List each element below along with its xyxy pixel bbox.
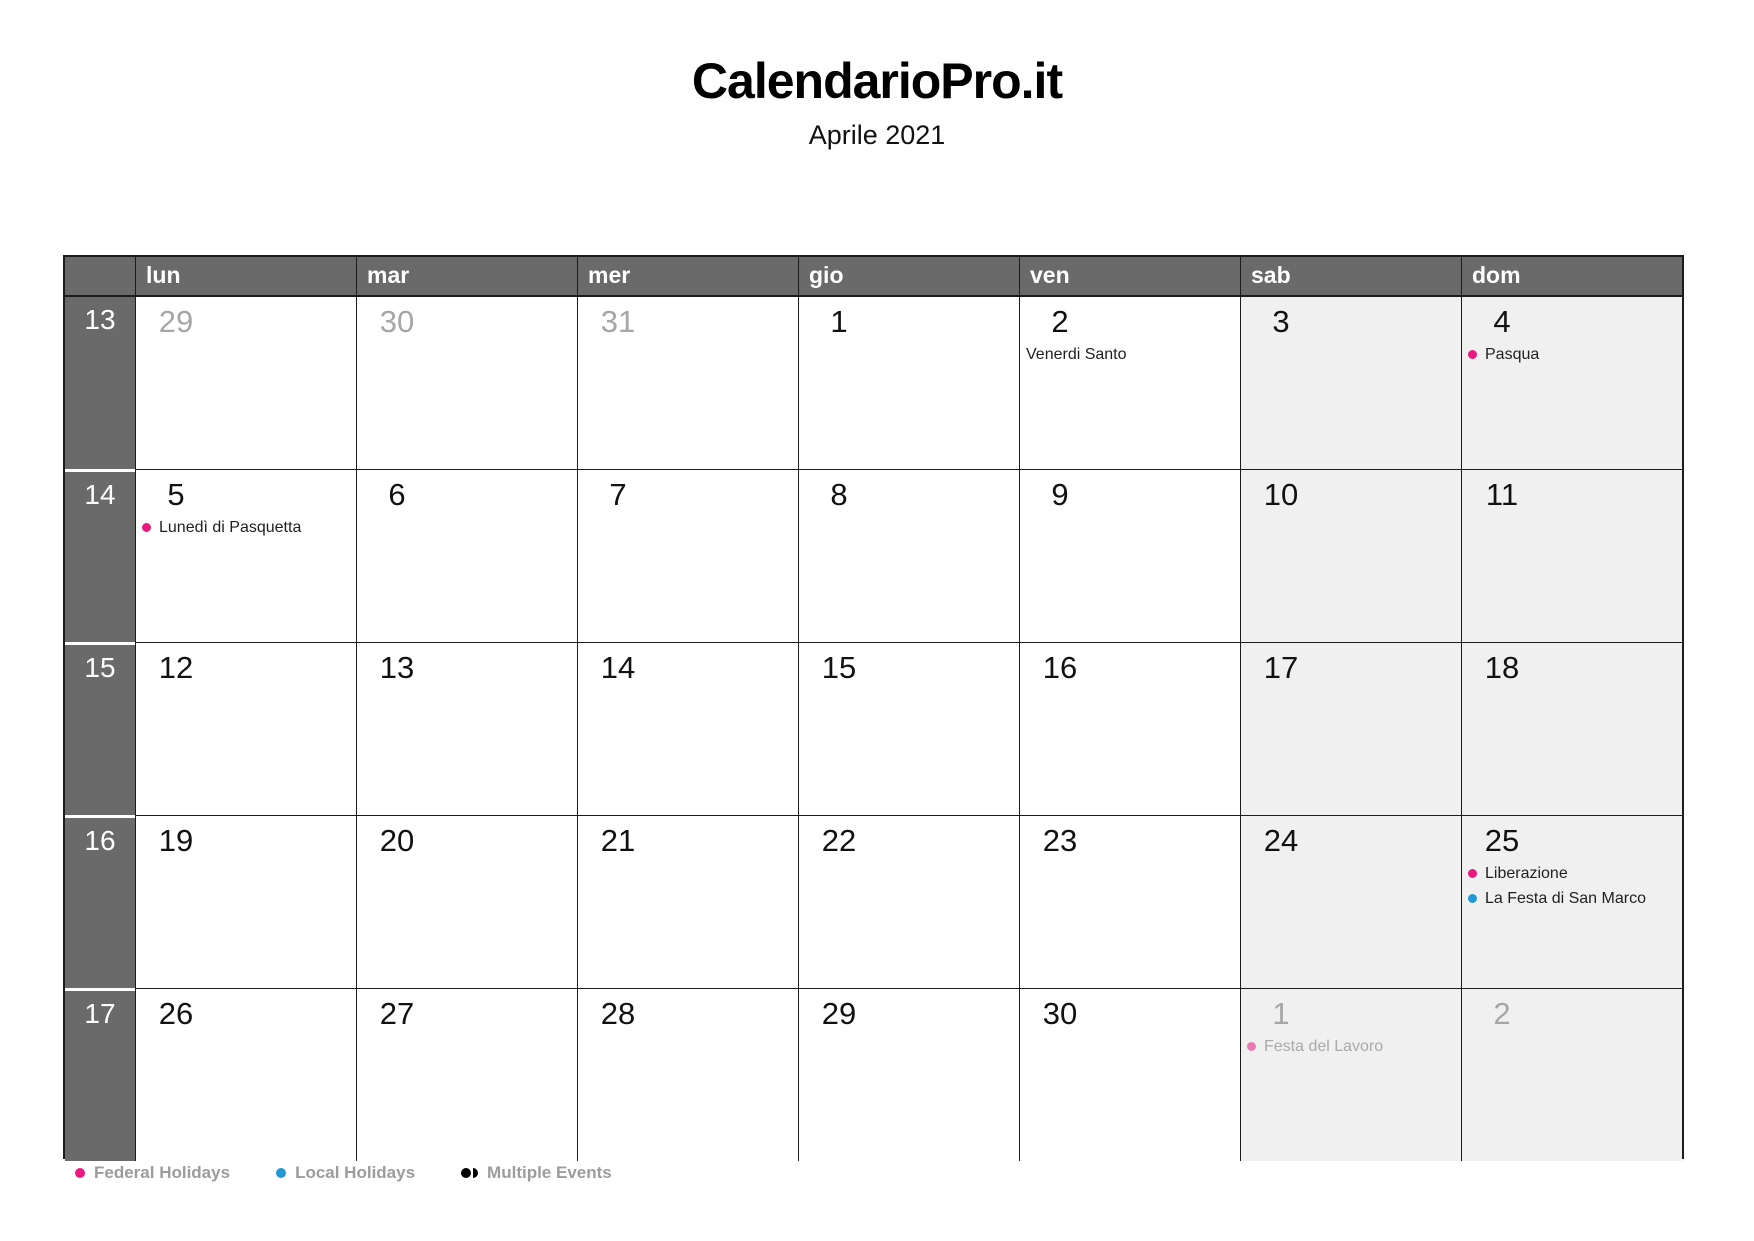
day-cell-13 (356, 642, 577, 815)
day-cell-15 (798, 642, 1019, 815)
day-number: 28 (600, 996, 636, 1031)
day-number: 27 (379, 996, 415, 1031)
day-number: 18 (1484, 650, 1520, 685)
day-cell-29 (135, 296, 356, 469)
day-header-gio: gio (798, 257, 1019, 296)
day-cell-19 (135, 815, 356, 988)
week-number-cell: 14 (65, 469, 135, 642)
day-number: 11 (1485, 477, 1519, 512)
event-row (1020, 342, 1240, 367)
day-number: 10 (1263, 477, 1299, 512)
legend-label: Multiple Events (487, 1163, 612, 1182)
legend-item-local (276, 1163, 415, 1183)
page-header (0, 52, 1754, 151)
federal-holiday-dot-icon (1468, 350, 1477, 359)
day-number: 23 (1042, 823, 1078, 858)
day-number: 31 (600, 304, 636, 339)
day-header-mer: mer (577, 257, 798, 296)
day-number: 30 (379, 304, 415, 339)
day-cell-24 (1240, 815, 1461, 988)
event-label: Liberazione (1485, 864, 1568, 882)
week-number-cell: 16 (65, 815, 135, 988)
local-holiday-dot-icon (276, 1168, 286, 1178)
day-number: 30 (1042, 996, 1078, 1031)
day-cell-1 (1240, 988, 1461, 1161)
day-number: 12 (158, 650, 194, 685)
event-label: Venerdi Santo (1026, 345, 1127, 363)
day-number: 1 (1272, 996, 1290, 1031)
day-events (1241, 1034, 1461, 1059)
day-header-dom: dom (1461, 257, 1682, 296)
day-cell-21 (577, 815, 798, 988)
day-number: 29 (158, 304, 194, 339)
event-label: La Festa di San Marco (1485, 889, 1646, 907)
day-number: 13 (379, 650, 415, 685)
day-number: 16 (1042, 650, 1078, 685)
day-cell-23 (1019, 815, 1240, 988)
day-number: 9 (1051, 477, 1069, 512)
event-row (1462, 886, 1682, 911)
day-events (1462, 342, 1682, 367)
day-cell-4 (1461, 296, 1682, 469)
multiple-events-icon (461, 1168, 478, 1178)
day-number: 24 (1263, 823, 1299, 858)
day-number: 29 (821, 996, 857, 1031)
day-cell-22 (798, 815, 1019, 988)
day-header-mar: mar (356, 257, 577, 296)
day-number: 2 (1493, 996, 1511, 1031)
legend-label: Local Holidays (295, 1163, 416, 1182)
federal-holiday-dot-icon (142, 523, 151, 532)
local-holiday-dot-icon (1468, 894, 1477, 903)
day-cell-2 (1461, 988, 1682, 1161)
federal-holiday-dot-icon (1468, 869, 1477, 878)
event-row (1462, 861, 1682, 886)
day-cell-14 (577, 642, 798, 815)
day-cell-20 (356, 815, 577, 988)
day-number: 14 (600, 650, 636, 685)
event-label: Pasqua (1485, 345, 1540, 363)
month-subtitle: Aprile 2021 (808, 120, 946, 150)
event-row (1241, 1034, 1461, 1059)
day-cell-27 (356, 988, 577, 1161)
day-header-ven: ven (1019, 257, 1240, 296)
day-cell-3 (1240, 296, 1461, 469)
day-number: 22 (821, 823, 857, 858)
day-number: 17 (1263, 650, 1299, 685)
legend-label: Federal Holidays (94, 1163, 231, 1182)
day-number: 15 (821, 650, 857, 685)
multiple-events-dot-half (473, 1168, 478, 1178)
day-cell-17 (1240, 642, 1461, 815)
week-number-cell: 17 (65, 988, 135, 1161)
site-logo-title: CalendarioPro.it (691, 53, 1063, 109)
month-calendar-grid (63, 255, 1684, 1159)
day-number: 6 (388, 477, 406, 512)
day-events (1020, 342, 1240, 367)
day-events (1462, 861, 1682, 911)
day-cell-7 (577, 469, 798, 642)
header-corner-cell (65, 257, 135, 296)
event-row (1462, 342, 1682, 367)
day-cell-10 (1240, 469, 1461, 642)
day-number: 25 (1484, 823, 1520, 858)
day-number: 2 (1051, 304, 1069, 339)
day-cell-31 (577, 296, 798, 469)
federal-holiday-dot-icon (75, 1168, 85, 1178)
day-cell-8 (798, 469, 1019, 642)
day-cell-12 (135, 642, 356, 815)
day-cell-29 (798, 988, 1019, 1161)
day-cell-26 (135, 988, 356, 1161)
event-label: Festa del Lavoro (1264, 1037, 1384, 1055)
day-number: 21 (600, 823, 636, 858)
day-cell-5 (135, 469, 356, 642)
day-number: 26 (158, 996, 194, 1031)
day-number: 8 (830, 477, 848, 512)
legend-item-federal (75, 1163, 230, 1183)
day-number: 4 (1493, 304, 1511, 339)
day-header-sab: sab (1240, 257, 1461, 296)
day-cell-9 (1019, 469, 1240, 642)
calendar-legend (75, 1163, 612, 1183)
event-label: Lunedì di Pasquetta (159, 518, 302, 536)
day-cell-28 (577, 988, 798, 1161)
day-cell-18 (1461, 642, 1682, 815)
federal-holiday-dot-icon (1247, 1042, 1256, 1051)
day-number: 19 (158, 823, 194, 858)
day-number: 7 (609, 477, 627, 512)
week-number-cell: 13 (65, 296, 135, 469)
day-number: 3 (1272, 304, 1290, 339)
multiple-events-dot-full (461, 1168, 471, 1178)
legend-item-multiple (461, 1163, 612, 1183)
day-cell-2 (1019, 296, 1240, 469)
day-cell-6 (356, 469, 577, 642)
day-number: 20 (379, 823, 415, 858)
day-events (136, 515, 356, 540)
day-number: 5 (167, 477, 185, 512)
day-cell-16 (1019, 642, 1240, 815)
day-cell-25 (1461, 815, 1682, 988)
day-cell-30 (1019, 988, 1240, 1161)
event-row (136, 515, 356, 540)
day-header-lun: lun (135, 257, 356, 296)
day-cell-30 (356, 296, 577, 469)
day-cell-1 (798, 296, 1019, 469)
day-number: 1 (830, 304, 848, 339)
day-cell-11 (1461, 469, 1682, 642)
week-number-cell: 15 (65, 642, 135, 815)
